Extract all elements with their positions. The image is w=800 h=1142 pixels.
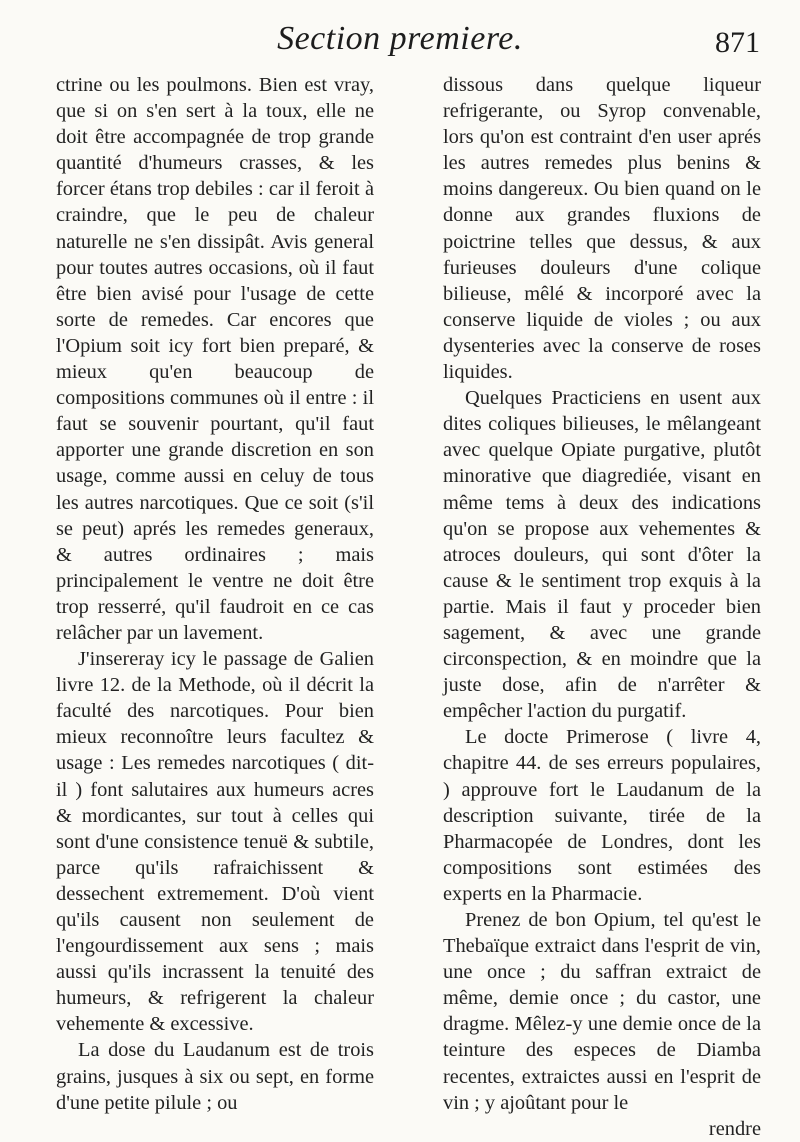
catchword: rendre — [708, 1117, 761, 1140]
running-header — [0, 20, 800, 72]
right-paragraph-3: Le docte Primerose ( livre 4, chapitre 44. de ses erreurs populaires, ) approuve fort le Laudanum de la description suivante, tirée de la Pharmacopée de Londres, dont les compositions sont estimées des experts en la Pharmacie. — [443, 726, 761, 905]
left-paragraph-1: ctrine ou les poulmons. Bien est vray, que si on s'en sert à la toux, elle ne doit être accompagnée de trop grande quantité d'humeurs crasses, & les forcer étans trop debiles : car il feroit à craindre, que le peu de chaleur naturelle ne s'en dissipât. Avis general pour toutes autres occasions, où il faut être bien avisé pour l'usage de cette sorte de remedes. Car encores que l'Opium soit icy fort bien preparé, & mieux qu'en beaucoup de compositions communes où il entre : il faut se souvenir pourtant, qu'il faut apporter une grande discretion en son usage, comme aussi en celuy de tous les autres narcotiques. Que ce soit (s'il se peut) aprés les remedes generaux, & autres ordinaires ; mais principalement le ventre ne doit être trop resserré, qu'il faudroit en ce cas relâcher par un lavement. — [56, 74, 374, 644]
right-paragraph-4: Prenez de bon Opium, tel qu'est le Thebaïque extraict dans l'esprit de vin, une once ; du saffran extraict de même, demie once ; du castor, une dragme. Mêlez-y une demie once de la teinture des especes de Diamba recentes, extraictes aussi en l'esprit de vin ; y ajoûtant pour le — [443, 909, 761, 1114]
page-number: 871 — [715, 26, 760, 59]
right-column — [443, 72, 761, 1142]
left-paragraph-3: La dose du Laudanum est de trois grains, jusques à six ou sept, en forme d'une petite pilule ; ou — [56, 1039, 374, 1114]
left-paragraph-2: J'insereray icy le passage de Galien livre 12. de la Methode, où il décrit la faculté des narcotiques. Pour bien mieux reconnoître leurs facultez & usage : Les remedes narcotiques ( dit-il ) font salutaires aux humeurs acres & mordicantes, sur tout à celles qui sont d'une consistence tenuë & subtile, parce qu'ils rafraichissent & dessechent extremement. D'où vient qu'ils causent non seulement de l'engourdissement aux sens ; mais aussi qu'ils incrassent la tenuité des humeurs, & refrigerent la chaleur vehemente & excessive. — [56, 648, 374, 1036]
section-title: Section premiere. — [277, 20, 523, 57]
right-paragraph-2: Quelques Practiciens en usent aux dites coliques bilieuses, le mêlangeant avec quelque Opiate purgative, plutôt minorative que diagrediée, visant en même tems à deux des indications qu'on se propose aux vehementes & atroces douleurs, qui sont d'ôter la cause & le sentiment trop exquis à la partie. Mais il faut y proceder bien sagement, & avec une grande circonspection, & en moindre que la juste dose, afin de n'arrêter & empêcher l'action du purgatif. — [443, 387, 761, 723]
right-paragraph-1: dissous dans quelque liqueur refrigerante, ou Syrop convenable, lors qu'on est contraint d'en user aprés les autres remedes plus benins & moins dangereux. Ou bien quand on le donne aux grandes fluxions de poictrine telles que dessus, & aux furieuses douleurs d'une colique bilieuse, mêlé & incorporé avec la conserve liquide de violes ; ou aux dysenteries avec la conserve de roses liquides. — [443, 74, 761, 384]
left-column — [56, 72, 374, 1116]
